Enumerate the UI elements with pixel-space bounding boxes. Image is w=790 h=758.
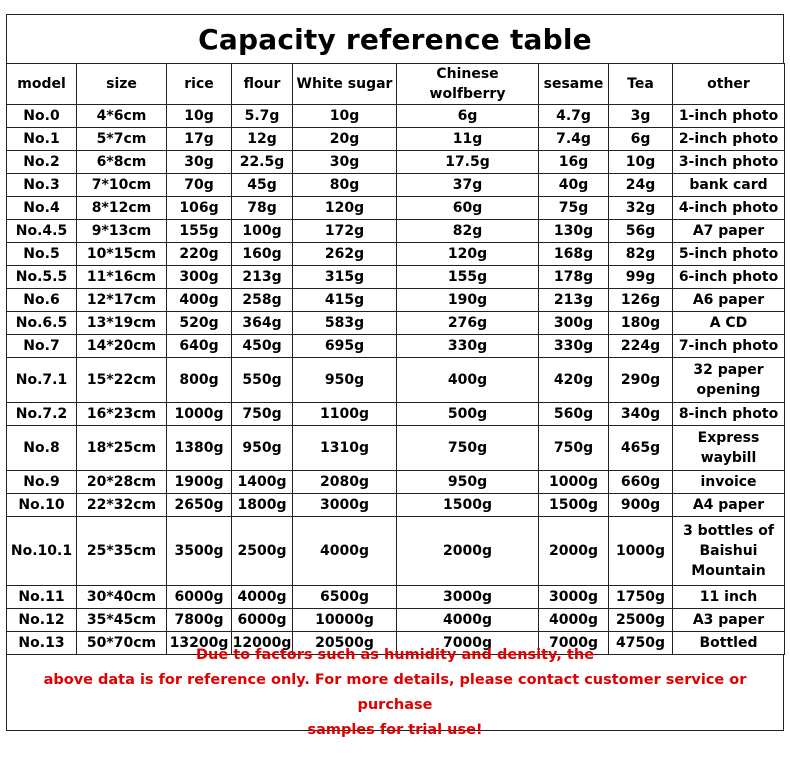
cell-flour: 5.7g <box>232 105 293 128</box>
cell-tea: 465g <box>609 426 673 471</box>
cell-tea: 56g <box>609 220 673 243</box>
cell-chinese-wolfberry: 4000g <box>397 609 539 632</box>
cell-other: invoice <box>673 471 785 494</box>
cell-tea: 6g <box>609 128 673 151</box>
column-header-model: model <box>7 64 77 105</box>
cell-chinese-wolfberry: 6g <box>397 105 539 128</box>
table-row <box>7 312 785 335</box>
cell-other: 1-inch photo <box>673 105 785 128</box>
column-header-other: other <box>673 64 785 105</box>
cell-sesame: 750g <box>539 426 609 471</box>
cell-white-sugar: 2080g <box>293 471 397 494</box>
cell-other: 5-inch photo <box>673 243 785 266</box>
cell-flour: 6000g <box>232 609 293 632</box>
cell-sesame: 4000g <box>539 609 609 632</box>
cell-model: No.7.2 <box>7 403 77 426</box>
cell-flour: 550g <box>232 358 293 403</box>
table-row <box>7 289 785 312</box>
capacity-table-frame <box>6 14 784 738</box>
cell-flour: 950g <box>232 426 293 471</box>
cell-chinese-wolfberry: 155g <box>397 266 539 289</box>
cell-rice: 2650g <box>167 494 232 517</box>
table-row <box>7 586 785 609</box>
cell-size: 6*8cm <box>77 151 167 174</box>
notice-line: above data is for reference only. For more details, please contact customer service or purchase <box>43 671 747 713</box>
cell-model: No.6.5 <box>7 312 77 335</box>
table-title: Capacity reference table <box>6 14 784 63</box>
header-row <box>7 64 785 105</box>
cell-model: No.1 <box>7 128 77 151</box>
table-row <box>7 517 785 586</box>
cell-other: A4 paper <box>673 494 785 517</box>
table-row <box>7 358 785 403</box>
cell-rice: 3500g <box>167 517 232 586</box>
cell-flour: 364g <box>232 312 293 335</box>
cell-size: 4*6cm <box>77 105 167 128</box>
table-row <box>7 403 785 426</box>
cell-tea: 660g <box>609 471 673 494</box>
cell-rice: 17g <box>167 128 232 151</box>
cell-sesame: 168g <box>539 243 609 266</box>
cell-white-sugar: 10000g <box>293 609 397 632</box>
cell-size: 13*19cm <box>77 312 167 335</box>
cell-flour: 2500g <box>232 517 293 586</box>
cell-rice: 106g <box>167 197 232 220</box>
cell-other: A CD <box>673 312 785 335</box>
column-header-sesame: sesame <box>539 64 609 105</box>
cell-chinese-wolfberry: 17.5g <box>397 151 539 174</box>
cell-sesame: 1000g <box>539 471 609 494</box>
cell-white-sugar: 20g <box>293 128 397 151</box>
cell-rice: 220g <box>167 243 232 266</box>
cell-sesame: 560g <box>539 403 609 426</box>
cell-rice: 7800g <box>167 609 232 632</box>
cell-flour: 160g <box>232 243 293 266</box>
cell-size: 16*23cm <box>77 403 167 426</box>
cell-white-sugar: 3000g <box>293 494 397 517</box>
cell-size: 50*70cm <box>77 632 167 655</box>
cell-other: Express waybill <box>673 426 785 471</box>
cell-model: No.12 <box>7 609 77 632</box>
cell-tea: 340g <box>609 403 673 426</box>
table-row <box>7 609 785 632</box>
cell-sesame: 75g <box>539 197 609 220</box>
cell-tea: 900g <box>609 494 673 517</box>
column-header-chinese-wolfberry: Chinese wolfberry <box>397 64 539 105</box>
table-row <box>7 197 785 220</box>
cell-tea: 1750g <box>609 586 673 609</box>
cell-flour: 4000g <box>232 586 293 609</box>
cell-white-sugar: 583g <box>293 312 397 335</box>
cell-rice: 155g <box>167 220 232 243</box>
cell-chinese-wolfberry: 500g <box>397 403 539 426</box>
cell-other: 3 bottles of Baishui Mountain <box>673 517 785 586</box>
cell-sesame: 178g <box>539 266 609 289</box>
cell-model: No.10.1 <box>7 517 77 586</box>
cell-tea: 224g <box>609 335 673 358</box>
cell-chinese-wolfberry: 330g <box>397 335 539 358</box>
cell-model: No.9 <box>7 471 77 494</box>
cell-other: Bottled <box>673 632 785 655</box>
cell-other: 8-inch photo <box>673 403 785 426</box>
cell-model: No.5.5 <box>7 266 77 289</box>
cell-rice: 800g <box>167 358 232 403</box>
cell-rice: 1380g <box>167 426 232 471</box>
cell-white-sugar: 1100g <box>293 403 397 426</box>
cell-chinese-wolfberry: 3000g <box>397 586 539 609</box>
cell-model: No.13 <box>7 632 77 655</box>
cell-model: No.10 <box>7 494 77 517</box>
cell-other: 2-inch photo <box>673 128 785 151</box>
cell-model: No.7.1 <box>7 358 77 403</box>
cell-tea: 180g <box>609 312 673 335</box>
notice-line: Due to factors such as humidity and density, the <box>195 646 595 663</box>
cell-rice: 520g <box>167 312 232 335</box>
column-header-white-sugar: White sugar <box>293 64 397 105</box>
column-header-size: size <box>77 64 167 105</box>
table-row <box>7 266 785 289</box>
cell-chinese-wolfberry: 60g <box>397 197 539 220</box>
cell-size: 10*15cm <box>77 243 167 266</box>
cell-size: 5*7cm <box>77 128 167 151</box>
cell-sesame: 420g <box>539 358 609 403</box>
cell-chinese-wolfberry: 7000g <box>397 632 539 655</box>
cell-tea: 4750g <box>609 632 673 655</box>
cell-chinese-wolfberry: 120g <box>397 243 539 266</box>
cell-tea: 24g <box>609 174 673 197</box>
cell-model: No.0 <box>7 105 77 128</box>
table-row <box>7 105 785 128</box>
cell-white-sugar: 695g <box>293 335 397 358</box>
cell-sesame: 3000g <box>539 586 609 609</box>
cell-sesame: 330g <box>539 335 609 358</box>
cell-flour: 258g <box>232 289 293 312</box>
cell-model: No.4.5 <box>7 220 77 243</box>
cell-other: A6 paper <box>673 289 785 312</box>
cell-other: A7 paper <box>673 220 785 243</box>
cell-white-sugar: 4000g <box>293 517 397 586</box>
column-header-rice: rice <box>167 64 232 105</box>
cell-sesame: 213g <box>539 289 609 312</box>
cell-size: 8*12cm <box>77 197 167 220</box>
cell-sesame: 130g <box>539 220 609 243</box>
cell-white-sugar: 1310g <box>293 426 397 471</box>
cell-rice: 30g <box>167 151 232 174</box>
cell-size: 22*32cm <box>77 494 167 517</box>
cell-flour: 1400g <box>232 471 293 494</box>
table-row <box>7 335 785 358</box>
table-row <box>7 174 785 197</box>
cell-white-sugar: 950g <box>293 358 397 403</box>
cell-white-sugar: 262g <box>293 243 397 266</box>
cell-chinese-wolfberry: 750g <box>397 426 539 471</box>
table-row <box>7 128 785 151</box>
cell-tea: 1000g <box>609 517 673 586</box>
cell-other: 4-inch photo <box>673 197 785 220</box>
notice-line: samples for trial use! <box>307 721 483 738</box>
cell-tea: 10g <box>609 151 673 174</box>
cell-model: No.6 <box>7 289 77 312</box>
cell-flour: 213g <box>232 266 293 289</box>
cell-model: No.5 <box>7 243 77 266</box>
cell-white-sugar: 172g <box>293 220 397 243</box>
cell-white-sugar: 415g <box>293 289 397 312</box>
cell-chinese-wolfberry: 11g <box>397 128 539 151</box>
cell-sesame: 7.4g <box>539 128 609 151</box>
cell-white-sugar: 315g <box>293 266 397 289</box>
cell-sesame: 1500g <box>539 494 609 517</box>
cell-white-sugar: 6500g <box>293 586 397 609</box>
cell-size: 9*13cm <box>77 220 167 243</box>
cell-flour: 750g <box>232 403 293 426</box>
table-row <box>7 220 785 243</box>
cell-tea: 290g <box>609 358 673 403</box>
cell-rice: 6000g <box>167 586 232 609</box>
cell-other: 7-inch photo <box>673 335 785 358</box>
cell-flour: 78g <box>232 197 293 220</box>
cell-tea: 99g <box>609 266 673 289</box>
cell-model: No.7 <box>7 335 77 358</box>
column-header-tea: Tea <box>609 64 673 105</box>
table-row <box>7 426 785 471</box>
cell-tea: 126g <box>609 289 673 312</box>
cell-size: 18*25cm <box>77 426 167 471</box>
cell-rice: 400g <box>167 289 232 312</box>
cell-flour: 100g <box>232 220 293 243</box>
cell-chinese-wolfberry: 190g <box>397 289 539 312</box>
cell-chinese-wolfberry: 37g <box>397 174 539 197</box>
cell-model: No.4 <box>7 197 77 220</box>
table-body <box>7 105 785 655</box>
cell-tea: 2500g <box>609 609 673 632</box>
cell-other: 6-inch photo <box>673 266 785 289</box>
cell-flour: 1800g <box>232 494 293 517</box>
column-header-flour: flour <box>232 64 293 105</box>
cell-sesame: 16g <box>539 151 609 174</box>
cell-white-sugar: 120g <box>293 197 397 220</box>
cell-model: No.3 <box>7 174 77 197</box>
cell-tea: 3g <box>609 105 673 128</box>
cell-flour: 45g <box>232 174 293 197</box>
cell-size: 30*40cm <box>77 586 167 609</box>
cell-other: bank card <box>673 174 785 197</box>
cell-white-sugar: 20500g <box>293 632 397 655</box>
cell-model: No.2 <box>7 151 77 174</box>
cell-other: 3-inch photo <box>673 151 785 174</box>
cell-sesame: 4.7g <box>539 105 609 128</box>
cell-size: 15*22cm <box>77 358 167 403</box>
cell-sesame: 40g <box>539 174 609 197</box>
cell-white-sugar: 80g <box>293 174 397 197</box>
cell-sesame: 2000g <box>539 517 609 586</box>
cell-rice: 10g <box>167 105 232 128</box>
table-row <box>7 494 785 517</box>
cell-rice: 640g <box>167 335 232 358</box>
cell-size: 11*16cm <box>77 266 167 289</box>
cell-other: A3 paper <box>673 609 785 632</box>
table-row <box>7 471 785 494</box>
capacity-table <box>6 63 785 655</box>
cell-model: No.8 <box>7 426 77 471</box>
cell-model: No.11 <box>7 586 77 609</box>
cell-size: 35*45cm <box>77 609 167 632</box>
cell-flour: 12g <box>232 128 293 151</box>
cell-flour: 22.5g <box>232 151 293 174</box>
reference-notice <box>6 646 784 738</box>
table-row <box>7 243 785 266</box>
cell-chinese-wolfberry: 82g <box>397 220 539 243</box>
cell-flour: 12000g <box>232 632 293 655</box>
cell-tea: 32g <box>609 197 673 220</box>
table-row <box>7 151 785 174</box>
cell-rice: 1900g <box>167 471 232 494</box>
cell-white-sugar: 10g <box>293 105 397 128</box>
cell-chinese-wolfberry: 1500g <box>397 494 539 517</box>
cell-flour: 450g <box>232 335 293 358</box>
cell-rice: 300g <box>167 266 232 289</box>
cell-chinese-wolfberry: 400g <box>397 358 539 403</box>
cell-size: 14*20cm <box>77 335 167 358</box>
cell-size: 20*28cm <box>77 471 167 494</box>
cell-rice: 1000g <box>167 403 232 426</box>
cell-size: 7*10cm <box>77 174 167 197</box>
cell-sesame: 7000g <box>539 632 609 655</box>
cell-other: 32 paper opening <box>673 358 785 403</box>
cell-size: 25*35cm <box>77 517 167 586</box>
cell-sesame: 300g <box>539 312 609 335</box>
cell-rice: 13200g <box>167 632 232 655</box>
cell-tea: 82g <box>609 243 673 266</box>
cell-chinese-wolfberry: 2000g <box>397 517 539 586</box>
cell-other: 11 inch <box>673 586 785 609</box>
cell-rice: 70g <box>167 174 232 197</box>
cell-chinese-wolfberry: 276g <box>397 312 539 335</box>
cell-chinese-wolfberry: 950g <box>397 471 539 494</box>
cell-white-sugar: 30g <box>293 151 397 174</box>
cell-size: 12*17cm <box>77 289 167 312</box>
